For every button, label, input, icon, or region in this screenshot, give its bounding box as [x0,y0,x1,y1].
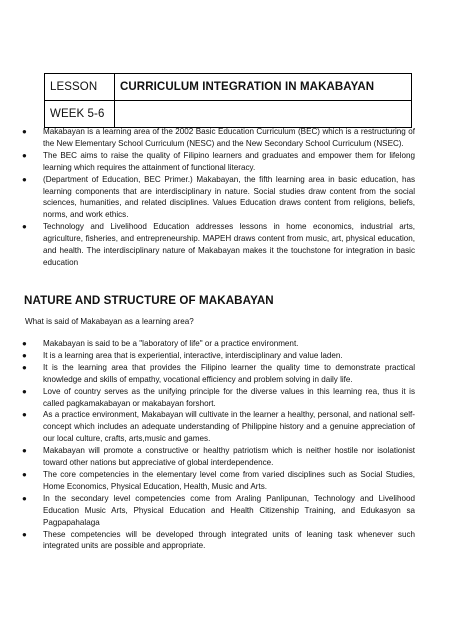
lesson-header-table [44,73,412,128]
bullet-icon: ● [22,127,27,136]
bullet-icon: ● [22,362,27,372]
list-item-text: It is the learning area that provides the Filipino learner the quality time to demonstrate practical knowledge and skills of empathy, vocational efficiency and problem solving in daily life. [43,362,415,384]
bullet-icon: ● [22,446,27,456]
list-item [0,529,415,553]
bullet-icon: ● [22,350,27,360]
week-value [115,101,412,128]
bullet-icon: ● [22,410,27,420]
list-item [0,174,415,222]
list-item-text: Love of country serves as the unifying principle for the diverse values in this learning rea, thus it is called pagkamakabayan or makabayan forshort. [43,386,415,408]
list-item [0,409,415,445]
intro-section [0,126,415,269]
week-row [45,101,412,128]
list-item-text: Technology and Livelihood Education addresses lessons in home economics, industrial arts, agriculture, fisheries, and entrepreneurship. MAPEH draws content from music, art, physical education, and health. The interdisciplinary nature of Makabayan makes it the touchstone for integration in basic education [43,222,415,267]
bullet-icon: ● [22,493,27,503]
lesson-label: LESSON [45,74,115,101]
section-question: What is said of Makabayan as a learning area? [25,317,194,326]
bullet-icon: ● [22,150,27,160]
list-item [0,469,415,493]
list-item [0,386,415,410]
list-item-text: Makabayan will promote a constructive or healthy patriotism which is neither hostile nor isolationist toward other nations but appreciative of global interdependence. [43,446,415,468]
list-item [0,362,415,386]
list-item [0,493,415,529]
list-item [0,221,415,269]
bullet-icon: ● [22,529,27,539]
bullet-icon: ● [22,469,27,479]
list-item-text: Makabayan is said to be a "laboratory of life" or a practice environment. [43,339,299,348]
list-item-text: As a practice environment, Makabayan will cultivate in the learner a healthy, personal, and national self-concept which includes an adequate understanding of Philippine history and a genuine appreciation of our local culture, crafts, arts,music and games. [43,410,415,444]
list-item-text: The core competencies in the elementary level come from varied disciplines such as Social Studies, Home Economics, Physical Education, Health, Music and Arts. [43,469,415,491]
list-item [0,350,415,362]
list-item-text: It is a learning area that is experiential, interactive, interdisciplinary and value laden. [43,350,343,360]
bullet-icon: ● [22,222,27,232]
bullet-icon: ● [22,174,27,184]
list-item-text: These competencies will be developed through integrated units of leaning task whenever such integrated units are possible and appropriate. [43,529,415,551]
lesson-title: CURRICULUM INTEGRATION IN MAKABAYAN [115,74,412,101]
list-item [0,445,415,469]
intro-bullet-list [0,126,415,269]
list-item-text: Makabayan is a learning area of the 2002 Basic Education Curriculum (BEC) which is a restructuring of the New Elementary School Curriculum (NESC) and the New Secondary School Curriculum (NSEC). [43,127,415,148]
nature-bullet-list [0,338,415,552]
list-item-text: (Department of Education, BEC Primer.) Makabayan, the fifth learning area in basic education, has learning components that are interdisciplinary in nature. Social studies draw content from the social sciences, humanities, and related disciplines. Values Education draws content from religions, beliefs, norms, and work ethics. [43,174,415,220]
bullet-icon: ● [22,339,27,348]
lesson-row [45,74,412,101]
section-title: NATURE AND STRUCTURE OF MAKABAYAN [24,294,274,307]
list-item-text: The BEC aims to raise the quality of Filipino learners and graduates and empower them for lifelong learning which requires the attainment of functional literacy. [43,150,415,172]
list-item [0,126,415,150]
list-item [0,338,415,350]
bullet-icon: ● [22,386,27,396]
list-item [0,150,415,174]
nature-section [0,338,415,552]
week-label: WEEK 5-6 [45,101,115,128]
list-item-text: In the secondary level competencies come from Araling Panlipunan, Technology and Livelihood Education Music Arts, Physical Education and Health Citizenship Training, and Edukasyon sa Pagpapahalaga [43,493,415,527]
